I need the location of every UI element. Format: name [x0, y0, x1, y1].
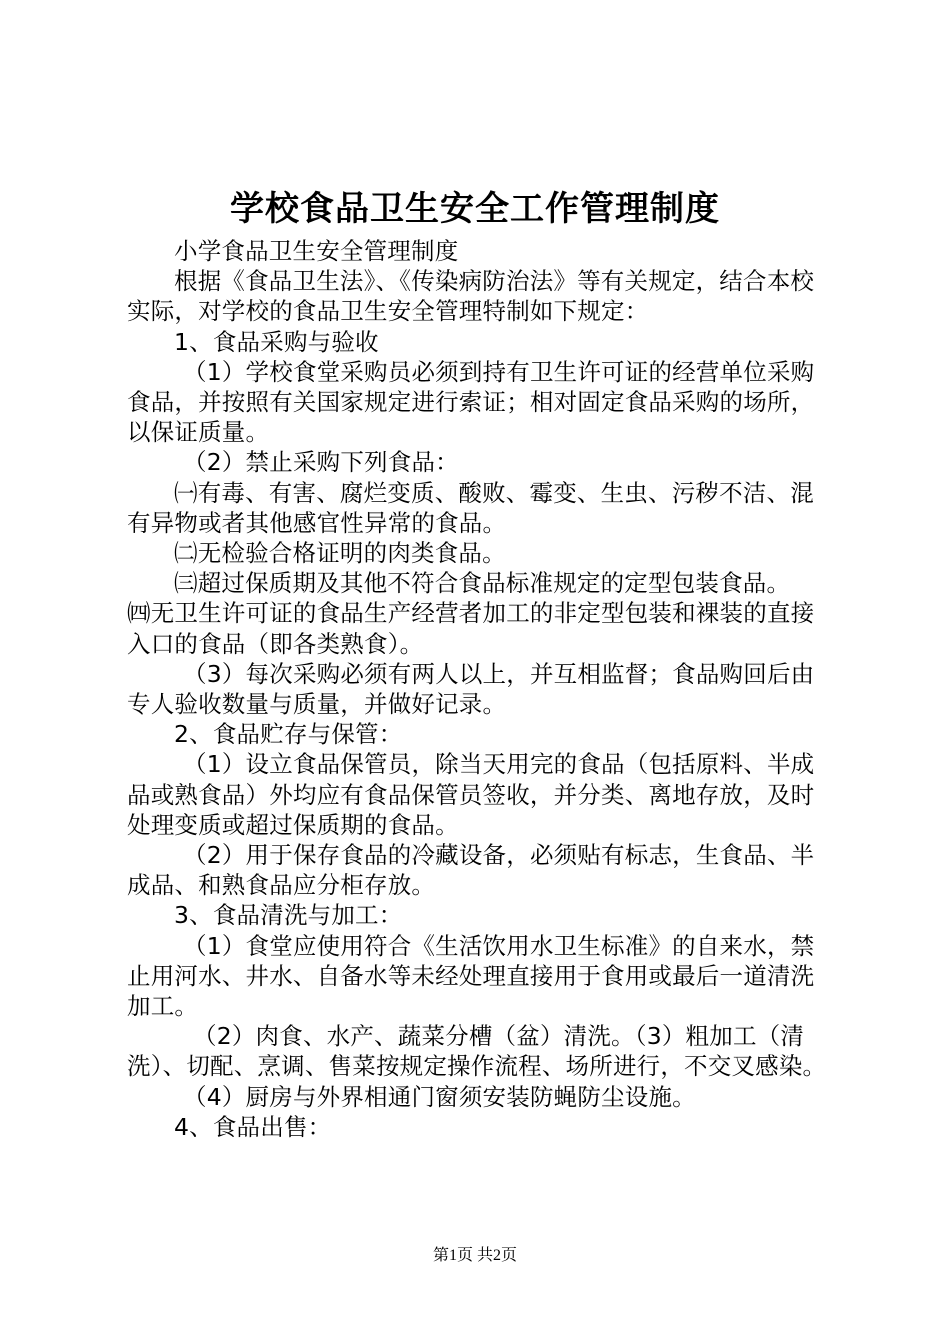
- paragraph-processing-2: （2）肉食、水产、蔬菜分槽（盆）清洗。（3）粗加工（清洗）、切配、烹调、售菜按规定操作流程、场所进行，不交叉感染。: [127, 1022, 827, 1081]
- section-heading-processing: 3、食品清洗与加工：: [174, 901, 403, 930]
- section-heading-sales: 4、食品出售：: [174, 1112, 332, 1141]
- paragraph-processing-4: （4）厨房与外界相通门窗须安装防蝇防尘设施。: [183, 1082, 696, 1111]
- page-footer: 第1页 共2页: [432, 1247, 517, 1264]
- paragraph-prohibited-1: ㈠有毒、有害、腐烂变质、酸败、霉变、生虫、污秽不洁、混有异物或者其他感官性异常的食品。: [127, 478, 814, 537]
- document-body: [127, 236, 833, 1142]
- paragraph-prohibited-2: ㈡无检验合格证明的肉类食品。: [174, 539, 506, 568]
- paragraph-storage-1: （1）设立食品保管员，除当天用完的食品（包括原料、半成品或熟食品）外均应有食品保管员签收，并分类、离地存放，及时处理变质或超过保质期的食品。: [127, 750, 815, 839]
- paragraph-processing-1: （1）食堂应使用符合《生活饮用水卫生标准》的自来水，禁止用河水、井水、自备水等未经处理直接用于食用或最后一道清洗加工。: [127, 931, 815, 1021]
- paragraph-purchase-3: （3）每次采购必须有两人以上，并互相监督；食品购回后由专人验收数量与质量，并做好记录。: [127, 659, 815, 719]
- paragraph-purchase-1: （1）学校食堂采购员必须到持有卫生许可证的经营单位采购食品，并按照有关国家规定进行索证；相对固定食品采购的场所，以保证质量。: [127, 357, 815, 447]
- paragraph-subtitle: 小学食品卫生安全管理制度: [174, 237, 459, 265]
- document-title: 学校食品卫生安全工作管理制度: [230, 189, 720, 229]
- paragraph-prohibited-4: ㈣无卫生许可证的食品生产经营者加工的非定型包装和裸装的直接入口的食品（即各类熟食）。: [127, 599, 815, 658]
- paragraph-intro: 根据《食品卫生法》、《传染病防治法》等有关规定，结合本校实际，对学校的食品卫生安全管理特制如下规定：: [127, 267, 815, 326]
- paragraph-storage-2: （2）用于保存食品的冷藏设备，必须贴有标志，生食品、半成品、和熟食品应分柜存放。: [127, 841, 815, 900]
- paragraph-prohibited-3: ㈢超过保质期及其他不符合食品标准规定的定型包装食品。: [174, 569, 791, 598]
- section-heading-purchase: 1、食品采购与验收: [174, 327, 379, 356]
- section-heading-storage: 2、食品贮存与保管：: [174, 720, 403, 749]
- paragraph-purchase-2: （2）禁止采购下列食品：: [183, 448, 459, 477]
